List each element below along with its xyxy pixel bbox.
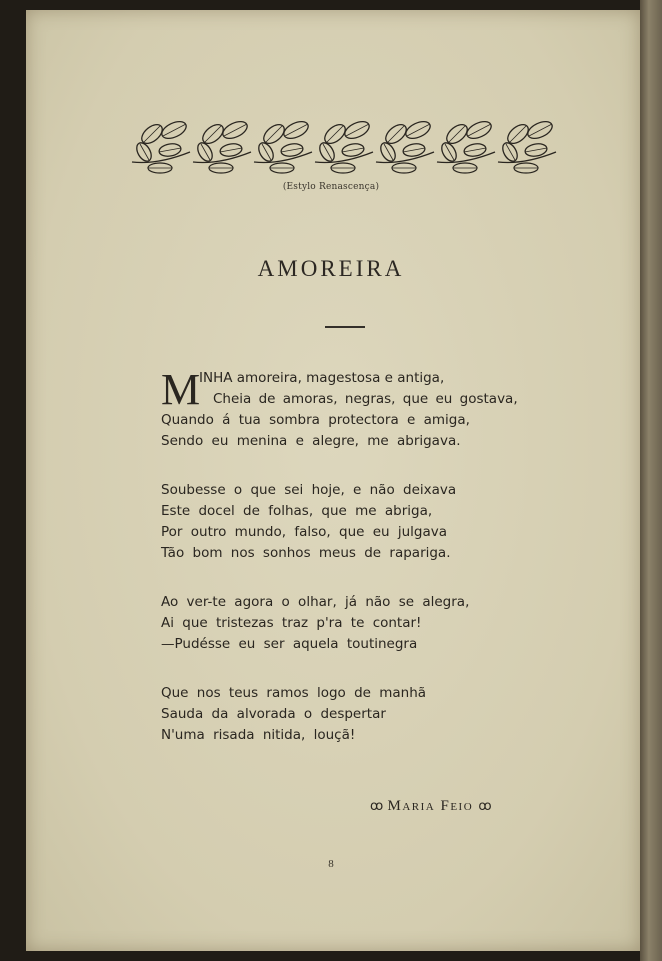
poem-line: Este docel de folhas, que me abriga, — [161, 503, 433, 519]
poem-line: Que nos teus ramos logo de manhã — [161, 685, 427, 701]
poem-line: Por outro mundo, falso, que eu julgava — [161, 524, 448, 540]
poem-line: Sauda da alvorada o despertar — [161, 706, 386, 722]
drop-cap: M — [161, 365, 201, 414]
poem-line: Sendo eu menina e alegre, me abrigava. — [161, 433, 461, 449]
book-spine — [640, 0, 662, 961]
poem-line: Soubesse o que sei hoje, e não deixava — [161, 482, 457, 498]
poem-line: Cheia de amoras, negras, que eu gostava, — [213, 391, 518, 407]
page-number: 8 — [328, 858, 334, 870]
stanza-2 — [161, 480, 531, 564]
title-divider — [325, 326, 365, 328]
ornament-caption: (Estylo Renascença) — [282, 182, 380, 192]
poem-line: Ai que tristezas traz p'ra te contar! — [161, 615, 422, 631]
author-name: Maria Feio — [387, 798, 474, 814]
poem-line: Quando á tua sombra protectora e amiga, — [161, 412, 470, 428]
leaf-garland-icon — [130, 112, 562, 178]
poem-line: Tão bom nos sonhos meus de rapariga. — [161, 545, 451, 561]
stanza-3 — [161, 592, 531, 655]
poem-line: —Pudésse eu ser aquela toutinegra — [161, 636, 418, 652]
poem-line: INHA amoreira, magestosa e antiga, — [199, 370, 445, 386]
stanza-1 — [161, 365, 531, 452]
stanza-4 — [161, 683, 531, 746]
signature-ornament-right: ꝏ — [478, 799, 491, 814]
poem-title: AMOREIRA — [257, 256, 405, 281]
poem-body — [161, 365, 531, 774]
author-signature — [370, 798, 491, 815]
signature-ornament-left: ꝏ — [370, 799, 383, 814]
poem-line: Ao ver-te agora o olhar, já não se alegra, — [161, 594, 470, 610]
poem-line: N'uma risada nitida, louçã! — [161, 727, 356, 743]
